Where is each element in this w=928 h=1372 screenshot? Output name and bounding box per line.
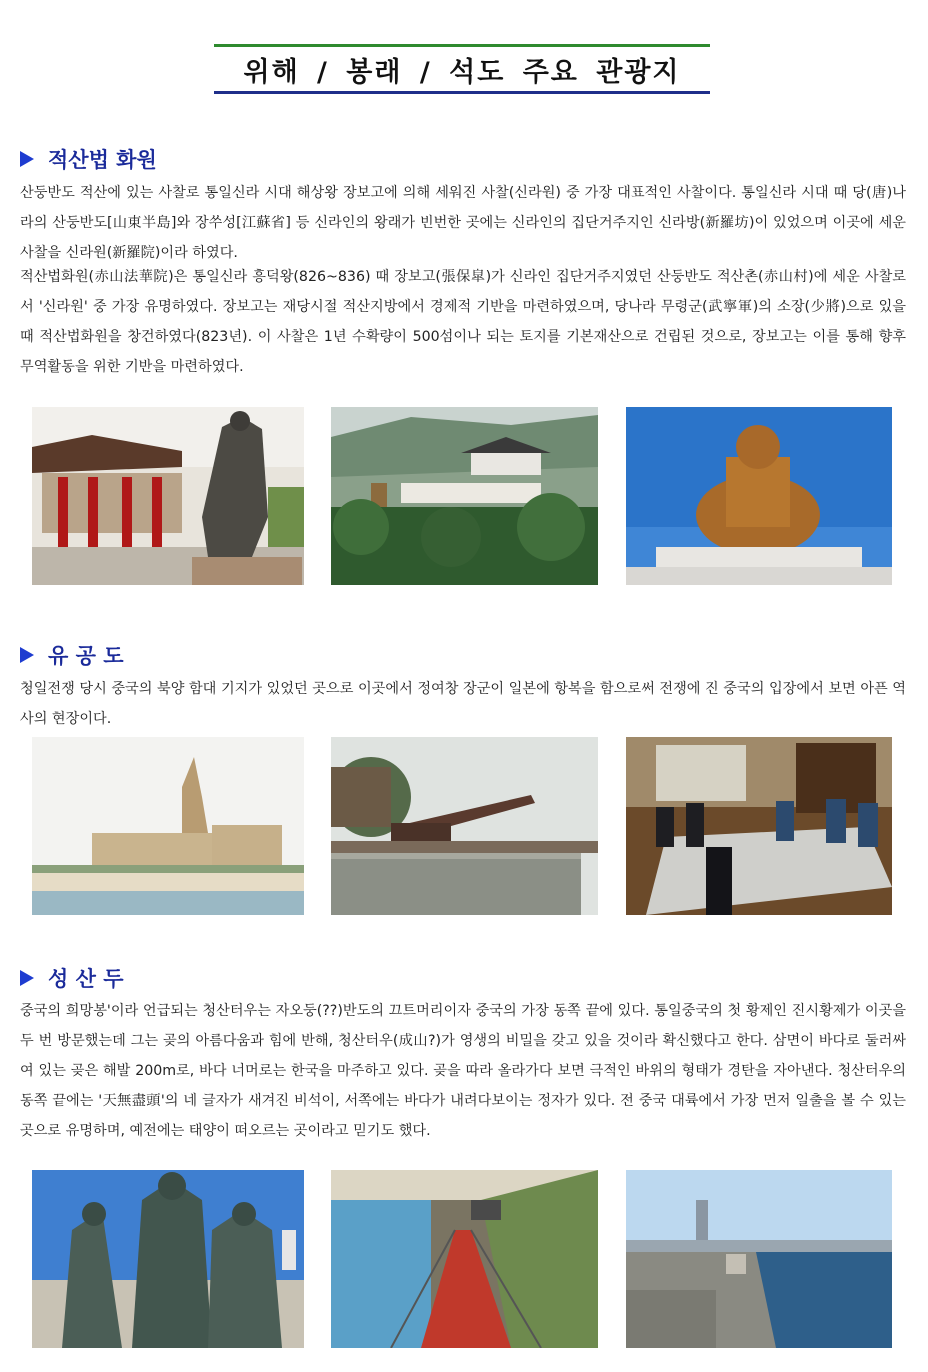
section-heading-jeoksan	[20, 144, 157, 174]
triangle-bullet-icon	[20, 151, 34, 167]
treaty-wax-figures-photo	[626, 737, 892, 915]
page-title-box	[214, 44, 710, 94]
triangle-bullet-icon	[20, 647, 34, 663]
section-paragraph: 청일전쟁 당시 중국의 북양 함대 기지가 있었던 곳으로 이곳에서 정여창 장군이 일본에 항복을 함으로써 전쟁에 진 중국의 입장에서 보면 아픈 역사의 현장이다.	[20, 681, 906, 727]
section-paragraph: 중국의 희망봉'이라 언급되는 청산터우는 자오둥(??)반도의 끄트머리이자 중국의 가장 동쪽 끝에 있다. 통일중국의 첫 황제인 진시황제가 이곳을 두 번 방문했는데 그는 곶의 아름다움과 힘에 반해, 청산터우(成山?)가 영생의 비밀을 갖고 있을 것이라 확신했다고 한다. 삼면이 바다로 둘러싸여 있는 곶은 해발 200m로, 바다 너머로는 한국을 마주하고 있다. 곶을 따라 올라가다 보면 극적인 바위의 형태가 경탄을 자아낸다. 청산터우의 동쪽 끝에는 '天無盡頭'의 네 글자가 새겨진 비석이, 서쪽에는 바다가 내려다보이는 정자가 있다. 전 중국 대륙에서 가장 먼저 일출을 볼 수 있는 곳으로 유명하며, 예전에는 태양이 떠오르는 곳이라고 믿기도 했다.	[20, 1003, 906, 1139]
section-heading-yugongdo	[20, 640, 123, 670]
seated-statue-photo	[626, 407, 892, 585]
page-title: 위해 / 봉래 / 석도 주요 관광지	[243, 56, 681, 88]
memorial-building-photo	[32, 737, 304, 915]
coastal-pier-photo	[626, 1170, 892, 1348]
section-paragraph: 적산법화원(赤山法華院)은 통일신라 흥덕왕(826~836) 때 장보고(張保皐)가 신라인 집단거주지였던 산둥반도 적산촌(赤山村)에 세운 사찰로서 '신라원' 중 가장 유명하였다. 장보고는 재당시절 적산지방에서 경제적 기반을 마련하였으며, 당나라 무령군(武寧軍)의 소장(少將)으로 있을 때 적산법화원을 창건하였다(823년). 이 사찰은 1년 수확량이 500섬이나 되는 토지를 기본재산으로 건립된 것으로, 장보고는 이를 통해 향후 무역활동을 위한 기반을 마련하였다.	[20, 269, 906, 375]
hillside-temple-photo	[331, 407, 598, 585]
temple-statue-photo	[32, 407, 304, 585]
section-heading-text: 성 산 두	[48, 967, 124, 991]
section-heading-seongsandu	[20, 963, 123, 993]
section-paragraph: 산둥반도 적산에 있는 사찰로 통일신라 시대 해상왕 장보고에 의해 세워진 사찰(신라원) 중 가장 대표적인 사찰이다. 통일신라 시대 때 당(唐)나라의 산둥반도[山東半島]와 장쑤성[江蘇省] 등 신라인의 왕래가 빈번한 곳에는 신라인의 집단거주지인 신라방(新羅坊)이 있었으며 이곳에 세운 사찰을 신라원(新羅院)이라 하였다.	[20, 185, 906, 261]
triangle-bullet-icon	[20, 970, 34, 986]
section-heading-text: 적산법 화원	[48, 148, 157, 172]
cannon-fort-photo	[331, 737, 598, 915]
section-heading-text: 유 공 도	[48, 644, 124, 668]
three-statues-photo	[32, 1170, 304, 1348]
suspension-bridge-photo	[331, 1170, 598, 1348]
